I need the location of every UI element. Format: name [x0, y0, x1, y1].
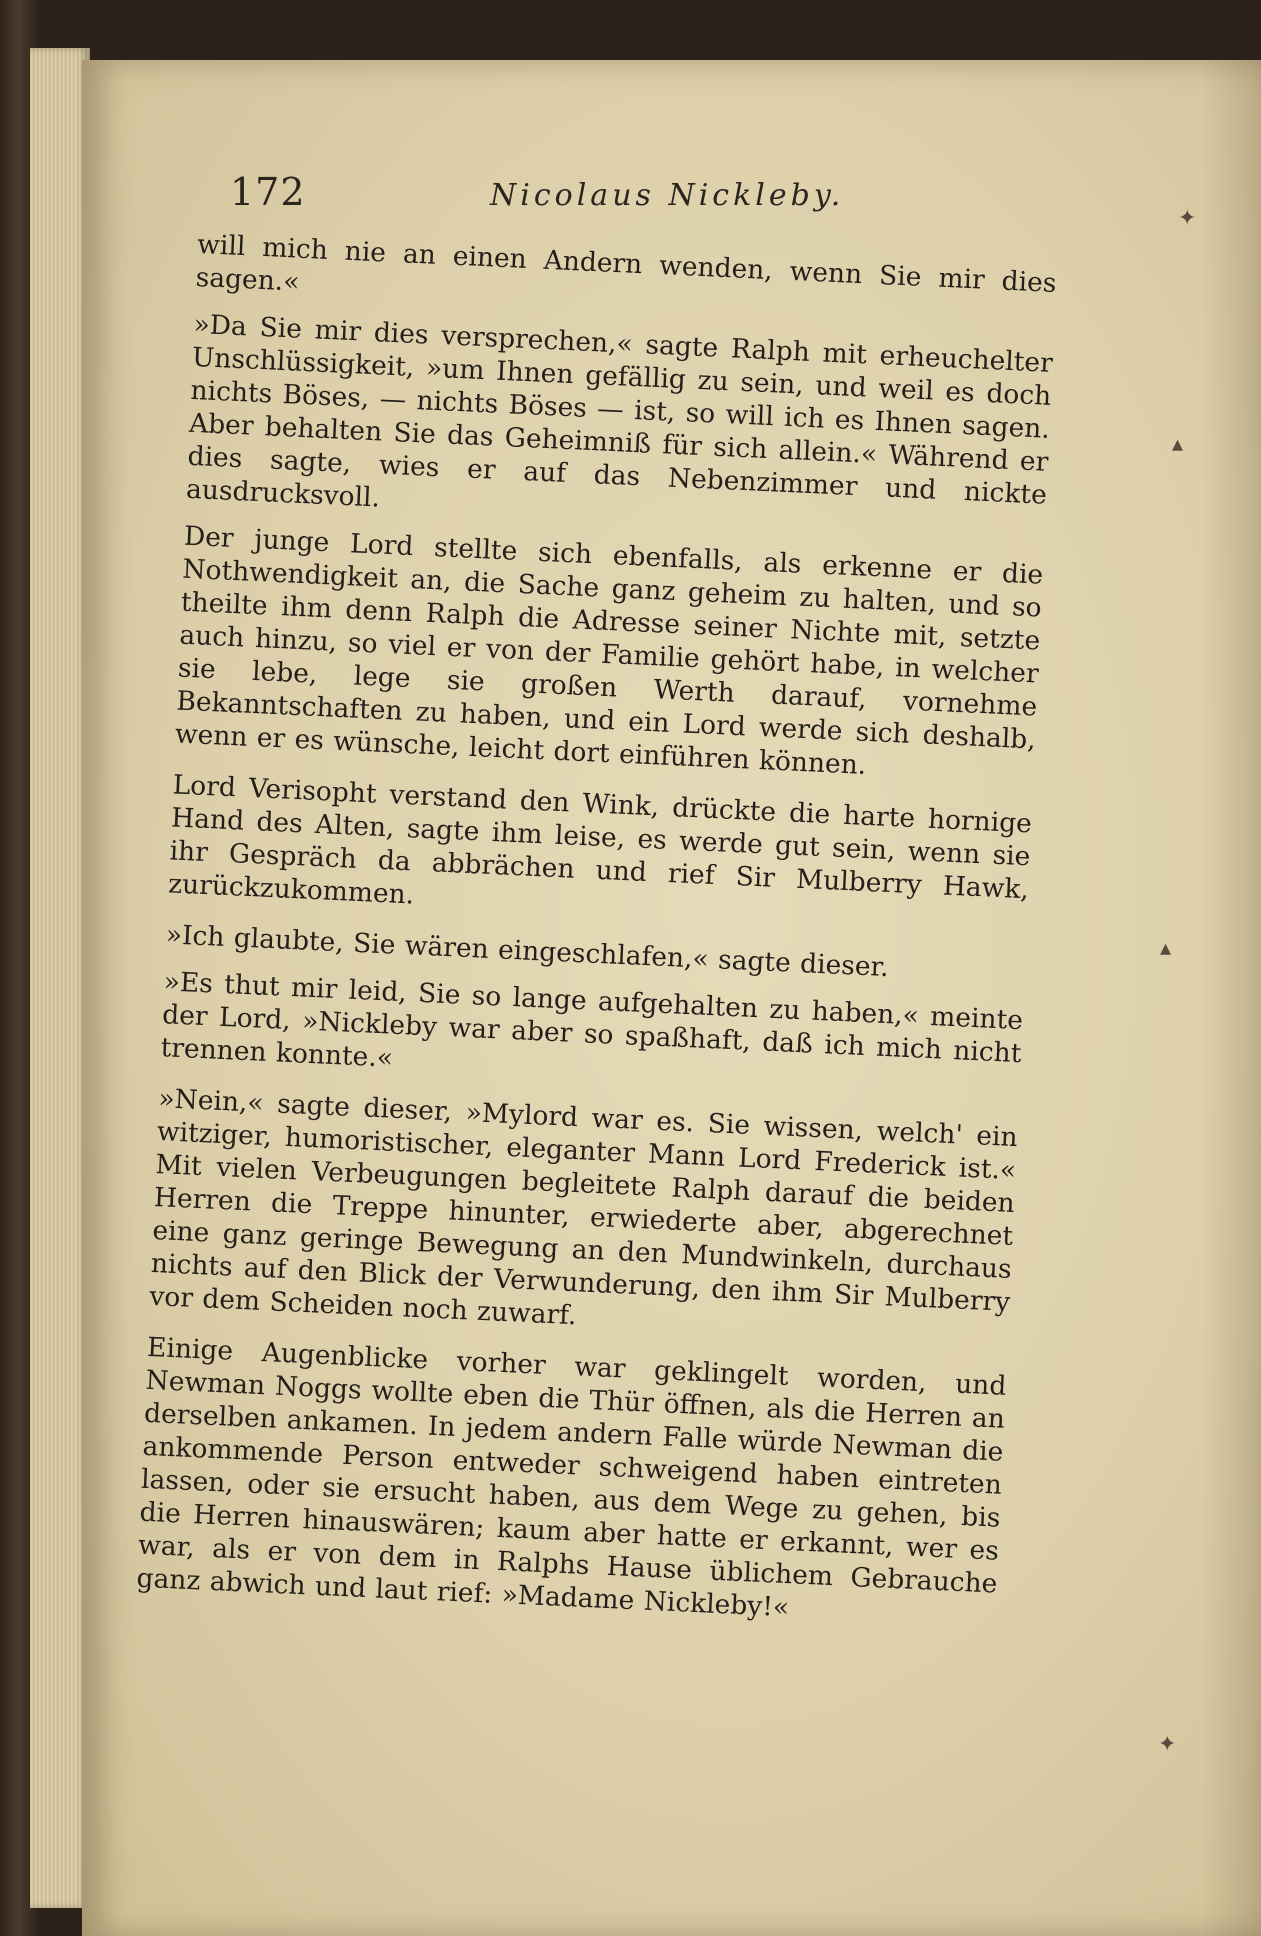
page-stack-edge	[30, 48, 90, 1908]
paragraph: »Nein,« sagte dieser, »Mylord war es. Sie wissen, welch' ein witziger, humoristischer, eleganter Mann Lord Frederick ist.« Mit vielen Verbeugungen begleitete Ralph darauf die beiden Herren die Treppe hinunter, erwiederte aber, abgerechnet eine ganz geringe Bewegung an den Mundwinkeln, durchaus nichts auf den Blick der Verwunderung, den ihm Sir Mulberry vor dem Scheiden noch zuwarf.	[148, 1083, 1019, 1332]
margin-mark-icon: ✦	[1178, 206, 1197, 231]
paragraph: »Da Sie mir dies versprechen,« sagte Ralph mit erheuchelter Unschlüssigkeit, »um Ihnen gefällig zu sein, und weil es doch nichts Böses, — nichts Böses — ist, so will ich es Ihnen sagen. Aber behalten Sie das Geheimniß für sich allein.« Während er dies sagte, wies er auf das Nebenzimmer und nickte ausdrucksvoll.	[185, 308, 1054, 514]
paragraph: »Es thut mir leid, Sie so lange aufgehalten zu haben,« meinte der Lord, »Nickleby war aber so spaßhaft, daß ich mich nicht trennen konnte.«	[160, 966, 1024, 1074]
page-number: 172	[230, 170, 306, 214]
paragraph: »Ich glaubte, Sie wären eingeschlafen,« sagte dieser.	[165, 919, 890, 984]
paragraph: will mich nie an einen Andern wenden, wenn Sie mir dies sagen.«	[195, 228, 1058, 299]
page-right-edge	[1201, 60, 1261, 1936]
body-text	[134, 228, 1058, 1686]
page-header	[230, 170, 1130, 230]
paragraph: Der junge Lord stellte sich ebenfalls, als erkenne er die Nothwendigkeit an, die Sache ganz geheim zu halten, und so theilte ihm denn Ralph die Adresse seiner Nichte mit, setzte auch hinzu, so viel er von der Familie gehört habe, in welcher sie lebe, lege sie großen Werth darauf, vornehme Bekanntschaften zu haben, und ein Lord werde sich deshalb, wenn er es wünsche, leicht dort einführen können.	[174, 520, 1044, 781]
margin-mark-icon: ▴	[1160, 936, 1172, 961]
running-title: Nicolaus Nickleby.	[490, 178, 845, 213]
margin-mark-icon: ✦	[1158, 1732, 1177, 1757]
paragraph: Lord Verisopht verstand den Wink, drückte die harte hornige Hand des Alten, sagte ihm leise, es werde gut sein, wenn sie ihr Gespräch da abbrächen und rief Sir Mulberry Hawk, zurückzukommen.	[167, 769, 1033, 911]
paragraph: Einige Augenblicke vorher war geklingelt worden, und Newman Noggs wollte eben die Thür öffnen, als die Herren an derselben ankamen. In jedem andern Falle würde Newman die ankommende Person entweder schweigend haben eintreten lassen, oder sie ersucht haben, aus dem Wege zu gehen, bis die Herren hinauswären; kaum aber hatte er erkannt, wer es war, als er von dem in Ralphs Hause üblichem Gebrauche ganz abwich und laut rief: »Madame Nickleby!«	[135, 1331, 1007, 1624]
margin-mark-icon: ▴	[1172, 432, 1184, 457]
